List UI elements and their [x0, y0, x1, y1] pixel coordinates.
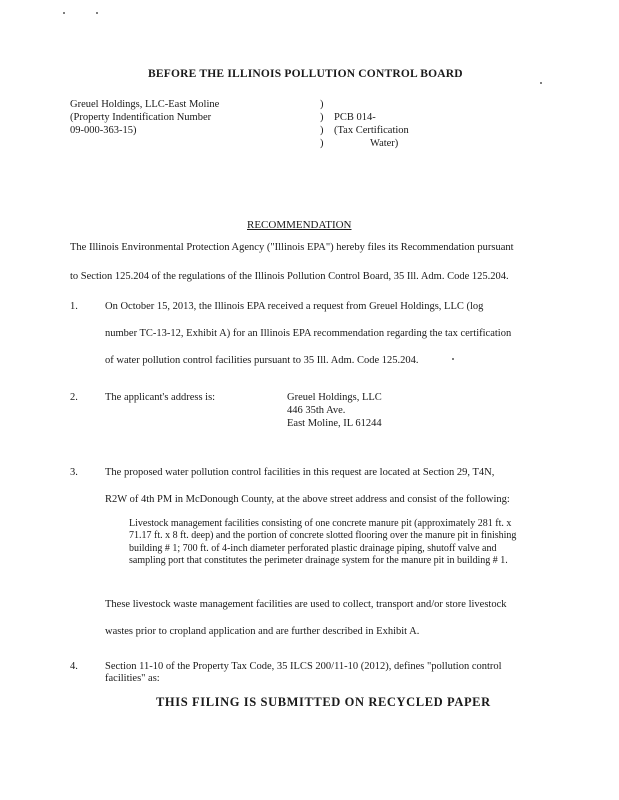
caption-paren: ) — [320, 99, 324, 110]
item-1-line-3: of water pollution control facilities pursuant to 35 Ill. Adm. Code 125.204. — [105, 355, 419, 366]
item-3-line-1: The proposed water pollution control facilities in this request are located at Section 29, T4N, — [105, 467, 495, 478]
scan-speck — [96, 12, 98, 14]
caption-paren: ) — [320, 125, 324, 136]
applicant-street: 446 35th Ave. — [287, 405, 346, 416]
item-2-label: The applicant's address is: — [105, 392, 216, 403]
caption-paren: ) — [320, 138, 324, 149]
item-3-number: 3. — [70, 467, 78, 478]
scan-speck — [540, 82, 542, 84]
item-3-after-line-1: These livestock waste management facilities are used to collect, transport and/or store livestock — [105, 599, 507, 610]
scan-speck — [452, 358, 454, 360]
item-3-after-line-2: wastes prior to cropland application and are further described in Exhibit A. — [105, 626, 420, 637]
caption-paren: ) — [320, 112, 324, 123]
item-3-line-2: R2W of 4th PM in McDonough County, at the above street address and consist of the following: — [105, 494, 510, 505]
applicant-city: East Moline, IL 61244 — [287, 418, 382, 429]
applicant-name: Greuel Holdings, LLC — [287, 392, 382, 403]
caption-party-line-3: 09-000-363-15) — [70, 125, 137, 136]
caption-party-line-1: Greuel Holdings, LLC-East Moline — [70, 99, 220, 110]
case-type-line-1: (Tax Certification — [334, 125, 409, 136]
case-type-line-2: Water) — [370, 138, 399, 149]
item-1-number: 1. — [70, 301, 78, 312]
item-4-line-2: facilities" as: — [105, 673, 160, 684]
item-2-number: 2. — [70, 392, 78, 403]
caption-party-line-2: (Property Indentification Number — [70, 112, 212, 123]
item-4-line-1: Section 11-10 of the Property Tax Code, 35 ILCS 200/11-10 (2012), defines "pollution control — [105, 661, 502, 672]
document-title: BEFORE THE ILLINOIS POLLUTION CONTROL BOARD — [148, 68, 463, 80]
item-1-line-1: On October 15, 2013, the Illinois EPA received a request from Greuel Holdings, LLC (log — [105, 301, 484, 312]
scan-speck — [63, 12, 65, 14]
intro-line-2: to Section 125.204 of the regulations of the Illinois Pollution Control Board, 35 Ill. Adm. Code 125.204. — [70, 271, 509, 282]
recommendation-heading: RECOMMENDATION — [247, 219, 352, 231]
item-1-line-2: number TC-13-12, Exhibit A) for an Illinois EPA recommendation regarding the tax certification — [105, 328, 512, 339]
recycled-paper-footer: THIS FILING IS SUBMITTED ON RECYCLED PAPER — [156, 695, 491, 709]
facility-description: Livestock management facilities consisting of one concrete manure pit (approximately 281 ft. x 71.17 ft. x 8 ft. deep) and the portion of concrete slotted flooring over the manure pit in finishing building # 1; 700 ft. of 4-inch diameter perforated plastic drainage piping, shutoff valve and sampling port that constitutes the perimeter drainage system for the manure pit in building # 1. — [129, 518, 517, 567]
intro-line-1: The Illinois Environmental Protection Agency ("Illinois EPA") hereby files its Recommendation pursuant — [70, 242, 514, 253]
case-number: PCB 014- — [334, 112, 376, 123]
item-4-number: 4. — [70, 661, 78, 672]
